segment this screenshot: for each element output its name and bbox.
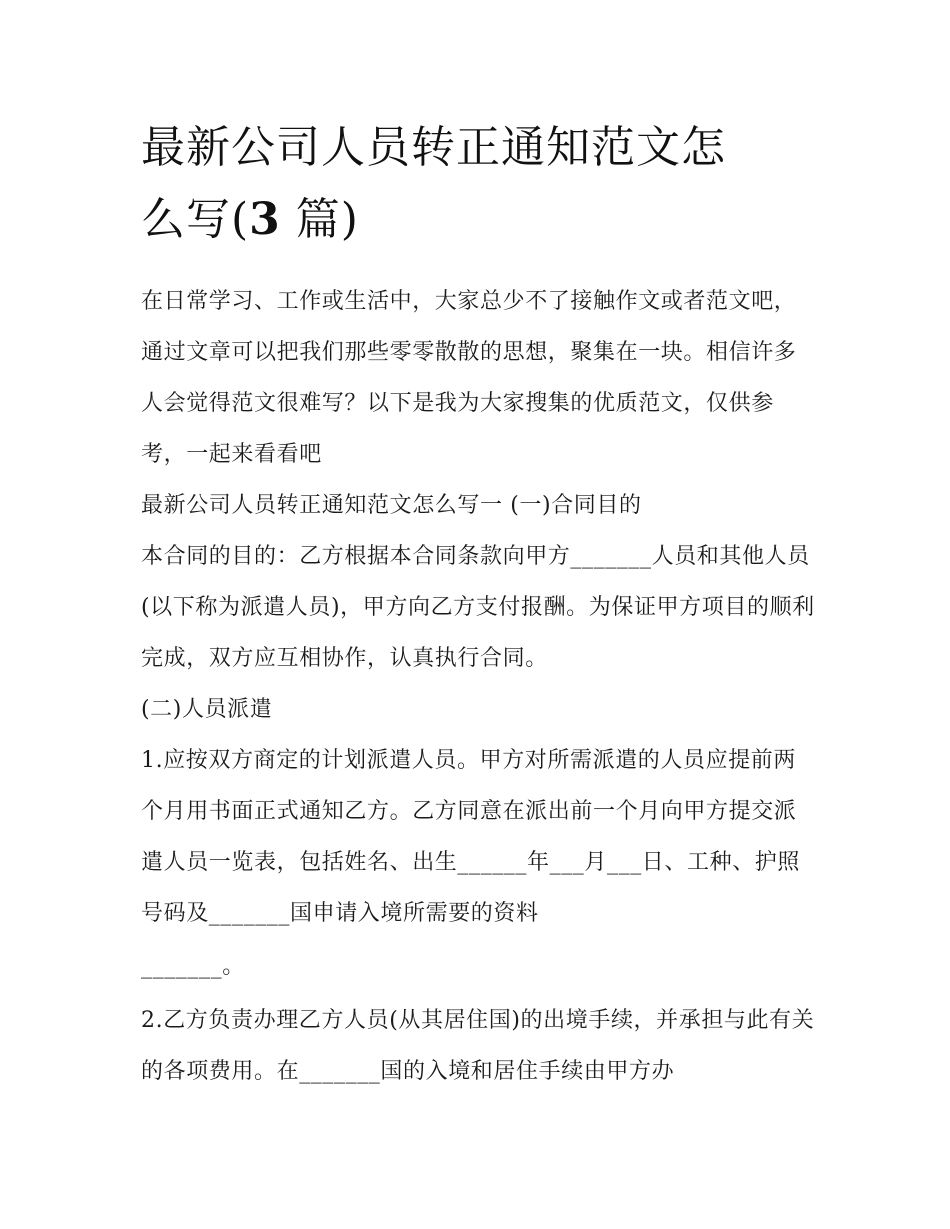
title-number: 3 [249,194,281,245]
title-part3: 篇) [280,194,359,245]
clause-1: 1.应按双方商定的计划派遣人员。甲方对所需派遣的人员应提前两个月用书面正式通知乙方。乙方同意在派出前一个月向甲方提交派遣人员一览表，包括姓名、出生______年___月___日、工种、护照号码及_______国申请入境所需要的资料 [141,748,801,926]
title-part2: 么写( [141,194,250,245]
title-part1: 最新公司人员转正通知范文怎 [141,122,726,173]
document-content [141,112,816,1097]
document-title [141,112,816,256]
personnel-subheading: (二)人员派遣 [141,697,273,722]
intro-paragraph: 在日常学习、工作或生活中，大家总少不了接触作文或者范文吧，通过文章可以把我们那些零零散散的思想，聚集在一块。相信许多人会觉得范文很难写？以下是我为大家搜集的优质范文，仅供参考，一起来看看吧 [141,289,797,467]
section-heading: 最新公司人员转正通知范文怎么写一 (一)合同目的 [141,493,642,518]
purpose-paragraph: 本合同的目的：乙方根据本合同条款向甲方_______人员和其他人员(以下称为派遣人员)，甲方向乙方支付报酬。为保证甲方项目的顺利完成，双方应互相协作，认真执行合同。 [141,544,815,671]
clause-1-tail: _______。 [141,954,245,979]
clause-2: 2.乙方负责办理乙方人员(从其居住国)的出境手续，并承担与此有关的各项费用。在_______国的入境和居住手续由甲方办 [141,1008,815,1084]
